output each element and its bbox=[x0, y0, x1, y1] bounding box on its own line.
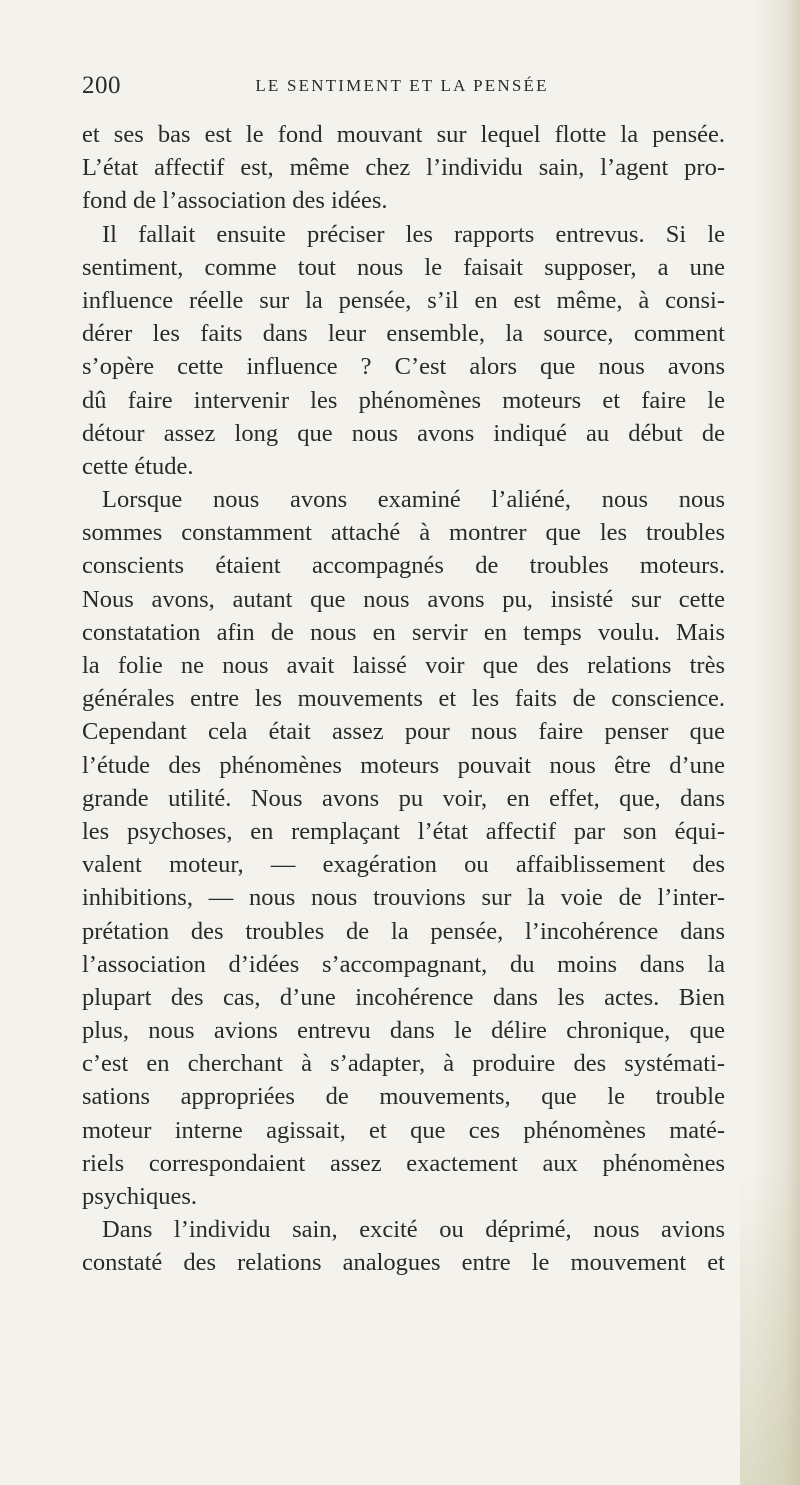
text-line: L’état affectif est, même chez l’individu sain, l’agent pro- bbox=[82, 154, 725, 182]
text-line: sations appropriées de mouvements, que le trouble bbox=[82, 1083, 725, 1111]
page-header bbox=[82, 72, 722, 112]
text-line: inhibitions, — nous nous trouvions sur la voie de l’inter- bbox=[82, 884, 725, 912]
text-line: l’étude des phénomènes moteurs pouvait nous être d’une bbox=[82, 751, 725, 779]
text-line: fond de l’association des idées. bbox=[82, 187, 388, 215]
text-line: s’opère cette influence ? C’est alors que nous avons bbox=[82, 353, 725, 381]
text-line: plupart des cas, d’une incohérence dans les actes. Bien bbox=[82, 983, 725, 1011]
text-line: moteur interne agissait, et que ces phénomènes maté- bbox=[82, 1116, 725, 1144]
text-line: sentiment, comme tout nous le faisait supposer, a une bbox=[82, 253, 725, 281]
text-line: dérer les faits dans leur ensemble, la source, comment bbox=[82, 320, 725, 348]
text-line: détour assez long que nous avons indiqué au début de bbox=[82, 419, 725, 447]
text-line: générales entre les mouvements et les faits de conscience. bbox=[82, 685, 725, 713]
text-line: psychiques. bbox=[82, 1183, 197, 1210]
text-line: plus, nous avions entrevu dans le délire chronique, que bbox=[82, 1017, 725, 1045]
text-line: cette étude. bbox=[82, 452, 194, 480]
text-line: l’association d’idées s’accompagnant, du moins dans la bbox=[82, 950, 725, 978]
text-line: Cependant cela était assez pour nous faire penser que bbox=[82, 718, 725, 746]
text-line: riels correspondaient assez exactement aux phénomènes bbox=[82, 1149, 725, 1177]
text-line: valent moteur, — exagération ou affaiblissement des bbox=[82, 851, 725, 879]
text-line: constatation afin de nous en servir en temps voulu. Mais bbox=[82, 618, 725, 646]
text-line: Lorsque nous avons examiné l’aliéné, nous nous bbox=[102, 486, 725, 514]
text-line: Dans l’individu sain, excité ou déprimé, nous avions bbox=[102, 1216, 725, 1244]
text-line: Nous avons, autant que nous avons pu, insisté sur cette bbox=[82, 585, 725, 613]
text-line: constaté des relations analogues entre le mouvement et bbox=[82, 1249, 725, 1277]
text-line: dû faire intervenir les phénomènes moteurs et faire le bbox=[82, 386, 725, 414]
text-line: influence réelle sur la pensée, s’il en est même, à consi- bbox=[82, 286, 725, 314]
body-text bbox=[82, 118, 725, 1280]
page-number: 200 bbox=[82, 72, 121, 99]
text-line: conscients étaient accompagnés de troubles moteurs. bbox=[82, 552, 725, 580]
running-head: LE SENTIMENT ET LA PENSÉE bbox=[255, 76, 549, 95]
text-line: sommes constamment attaché à montrer que les troubles bbox=[82, 519, 725, 547]
text-line: la folie ne nous avait laissé voir que des relations très bbox=[82, 652, 725, 679]
text-line: c’est en cherchant à s’adapter, à produire des systémati- bbox=[82, 1050, 725, 1078]
text-line: grande utilité. Nous avons pu voir, en effet, que, dans bbox=[82, 784, 725, 812]
text-line: Il fallait ensuite préciser les rapports entrevus. Si le bbox=[102, 220, 725, 248]
text-line: les psychoses, en remplaçant l’état affectif par son équi- bbox=[82, 817, 725, 845]
page-corner-stain bbox=[740, 1165, 800, 1485]
text-line: et ses bas est le fond mouvant sur lequel flotte la pensée. bbox=[82, 121, 725, 148]
text-line: prétation des troubles de la pensée, l’incohérence dans bbox=[82, 917, 725, 945]
